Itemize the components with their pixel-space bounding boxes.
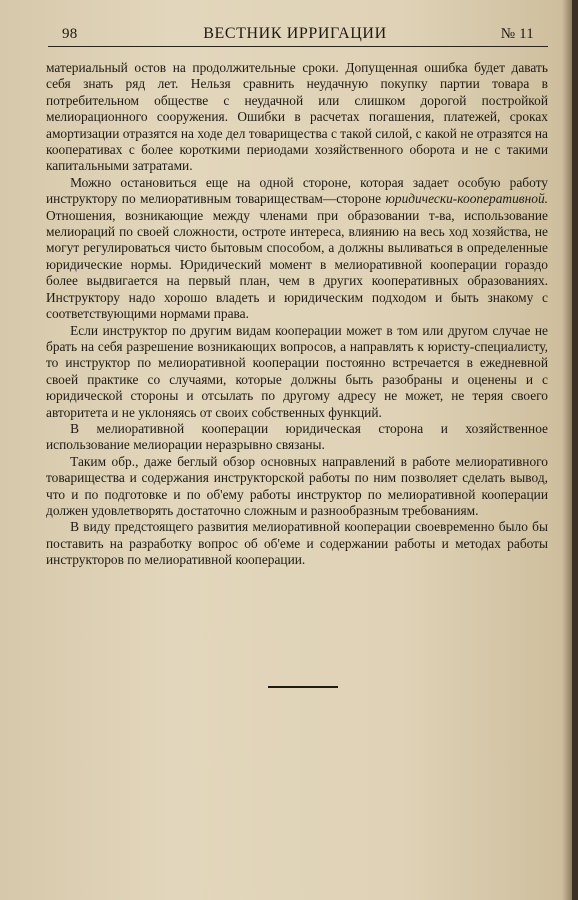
paragraph-juridical-side (46, 175, 548, 323)
paragraph-instructor-duties: Если инструктор по другим видам кооперации может в том или другом случае не брать на себя разрешение возникающих вопросов, а направлять к юристу-специалисту, то инструктор по мелиоративной кооперации постоянно встречается в ежедневной своей практике со случаями, которые должны быть разобраны и оценены и с юридической стороны и отсылать по другому адресу не может, не теряя своего авторитета и не уклоняясь от своих собственных функций. (46, 322, 548, 420)
header-rule (48, 46, 548, 47)
article-body (46, 60, 548, 569)
issue-number: № 11 (500, 26, 534, 42)
page-number: 98 (62, 26, 78, 42)
paragraph-text: Можно остановиться еще на одной стороне, которая задает особую работу инструктору по мелиоративным товариществам—стороне (46, 174, 548, 207)
running-header (56, 24, 534, 46)
paragraph-legal-economic: В мелиоративной кооперации юридическая сторона и хозяйственное использование мелиорации неразрывно связаны. (46, 420, 548, 453)
paragraph-text: Отношения, возникающие между членами при образовании т-ва, использование мелиораций по своей сложности, остроте интереса, влиянию на весь ход хозяйства, не могут регулироваться чисто бытовым способом, а должны выливаться в определенные юридические нормы. Юридический момент в мелиоративной кооперации гораздо более выдвигается на первый план, чем в других кооперативных образованиях. Инструктору надо хорошо владеть и юридическим подходом и быть знакому с соответствующими нормами права. (46, 207, 548, 322)
emphasized-term: юридически-кооперативной. (385, 191, 548, 207)
journal-title: ВЕСТНИК ИРРИГАЦИИ (203, 25, 387, 42)
paragraph-proposal: В виду предстоящего развития мелиоративной кооперации своевременно было бы поставить на разработку вопрос об об'еме и содержании работы и методах работы инструкторов по мелиоративной кооперации. (46, 519, 548, 568)
paragraph-continuation: материальный остов на продолжительные сроки. Допущенная ошибка будет давать себя знать ряд лет. Нельзя сравнить неудачную покупку партии товара в потребительном обществе с неудачной или слишком дорогой постройкой мелиорационного сооружения. Ошибки в расчетах погашения, платежей, сроках амортизации отразятся на ходе дел товарищества с такой силой, с какой не отразятся на кооперативах с более короткими периодами хозяйственного оборота и не с такими капитальными затратами. (46, 60, 548, 174)
end-of-article-rule (268, 686, 338, 688)
paragraph-conclusion: Таким обр., даже беглый обзор основных направлений в работе мелиоративного товарищества и содержания инструкторской работы по ним позволяет сделать вывод, что и по подготовке и по об'ему работы инструктор по мелиоративной кооперации должен удовлетворять достаточно сложным и разнообразным требованиям. (46, 453, 548, 518)
page-edge-shadow (562, 0, 572, 900)
